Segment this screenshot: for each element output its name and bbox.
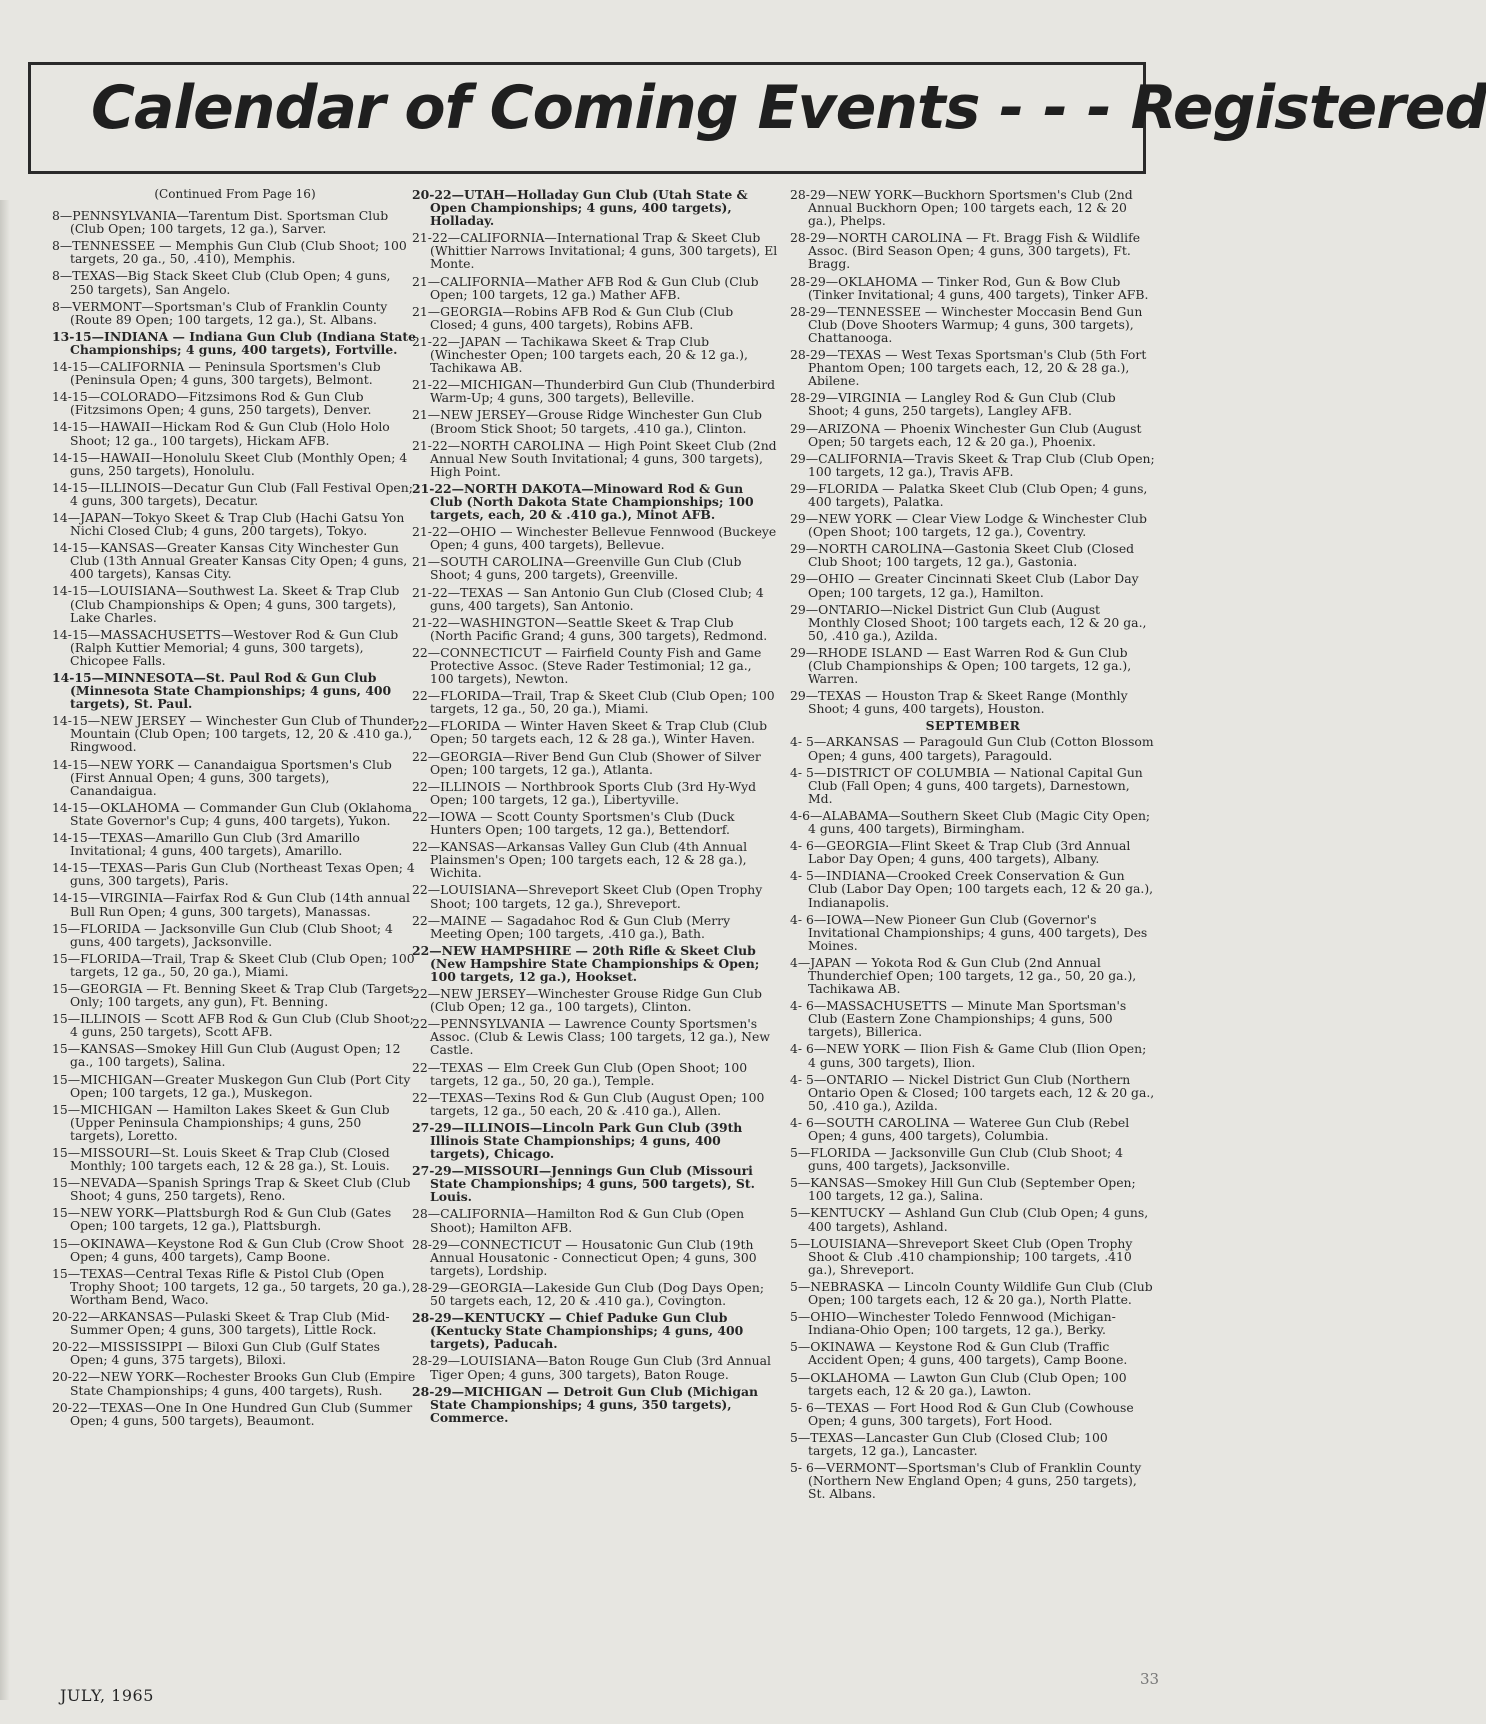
event-entry: 13-15—INDIANA — Indiana Gun Club (Indiana State Championships; 4 guns, 400 targets), Fortville. xyxy=(52,328,416,357)
event-entry: 22—ILLINOIS — Northbrook Sports Club (3rd Hy-Wyd Open; 100 targets, 12 ga.), Libertyville. xyxy=(412,778,757,807)
event-entry: 20-22—MISSISSIPPI — Biloxi Gun Club (Gulf States Open; 4 guns, 375 targets), Biloxi. xyxy=(52,1339,381,1368)
event-entry: 8—TEXAS—Big Stack Skeet Club (Club Open; 4 guns, 250 targets), San Angelo. xyxy=(52,268,391,297)
event-entry: 22—FLORIDA—Trail, Trap & Skeet Club (Club Open; 100 targets, 12 ga., 50, 20 ga.), Miami. xyxy=(412,688,775,717)
event-entry: 29—NORTH CAROLINA—Gastonia Skeet Club (Closed Club Shoot; 100 targets, 12 ga.), Gastonia. xyxy=(790,541,1135,570)
event-entry: 22—FLORIDA — Winter Haven Skeet & Trap Club (Club Open; 50 targets each, 12 & 28 ga.), Winter Haven. xyxy=(412,718,768,747)
event-entry: 21—GEORGIA—Robins AFB Rod & Gun Club (Club Closed; 4 guns, 400 targets), Robins AFB. xyxy=(412,303,734,332)
events-column-3 xyxy=(790,188,1156,1504)
event-entry: 4- 6—MASSACHUSETTS — Minute Man Sportsman's Club (Eastern Zone Championships; 4 guns, 500 targets), Billerica. xyxy=(790,998,1127,1040)
event-entry: 15—ILLINOIS — Scott AFB Rod & Gun Club (Club Shoot; 4 guns, 250 targets), Scott AFB. xyxy=(52,1011,414,1040)
page-binding-edge xyxy=(0,200,10,1700)
event-entry: 22—TEXAS — Elm Creek Gun Club (Open Shoot; 100 targets, 12 ga., 50, 20 ga.), Temple. xyxy=(412,1059,748,1088)
event-entry: 14-15—HAWAII—Hickam Rod & Gun Club (Holo Holo Shoot; 12 ga., 100 targets), Hickam AFB. xyxy=(52,419,390,448)
event-entry: 5—KENTUCKY — Ashland Gun Club (Club Open; 4 guns, 400 targets), Ashland. xyxy=(790,1205,1149,1234)
event-entry: 29—FLORIDA — Palatka Skeet Club (Club Open; 4 guns, 400 targets), Palatka. xyxy=(790,480,1148,509)
event-entry: 14-15—ILLINOIS—Decatur Gun Club (Fall Festival Open; 4 guns, 300 targets), Decatur. xyxy=(52,479,413,508)
event-entry: 29—ARIZONA — Phoenix Winchester Gun Club (August Open; 50 targets each, 12 & 20 ga.), Phoenix. xyxy=(790,420,1142,449)
event-entry: 14-15—MASSACHUSETTS—Westover Rod & Gun Club (Ralph Kuttier Memorial; 4 guns, 300 targets), Chicopee Falls. xyxy=(52,626,399,668)
event-entry: 14-15—VIRGINIA—Fairfax Rod & Gun Club (14th annual Bull Run Open; 4 guns, 300 targets), Manassas. xyxy=(52,890,410,919)
event-entry: 29—NEW YORK — Clear View Lodge & Winchester Club (Open Shoot; 100 targets, 12 ga.), Coventry. xyxy=(790,511,1147,540)
event-entry: 29—OHIO — Greater Cincinnati Skeet Club (Labor Day Open; 100 targets, 12 ga.), Hamilton. xyxy=(790,571,1139,600)
event-entry: 21-22—MICHIGAN—Thunderbird Gun Club (Thunderbird Warm-Up; 4 guns, 300 targets), Belleville. xyxy=(412,377,776,406)
event-entry: 14-15—NEW YORK — Canandaigua Sportsmen's Club (First Annual Open; 4 guns, 300 targets), Canandaigua. xyxy=(52,756,392,798)
event-entry: 22—NEW HAMPSHIRE — 20th Rifle & Skeet Club (New Hampshire State Championships & Open; 100 targets, 12 ga.), Hookset. xyxy=(412,942,760,984)
event-entry: 8—VERMONT—Sportsman's Club of Franklin County (Route 89 Open; 100 targets, 12 ga.), St. Albans. xyxy=(52,298,388,327)
issue-date: JULY, 1965 xyxy=(60,1686,154,1705)
event-entry: 22—NEW JERSEY—Winchester Grouse Ridge Gun Club (Club Open; 12 ga., 100 targets), Clinton. xyxy=(412,986,762,1015)
event-entry: 5—TEXAS—Lancaster Gun Club (Closed Club; 100 targets, 12 ga.), Lancaster. xyxy=(790,1429,1108,1458)
event-entry: 15—NEW YORK—Plattsburgh Rod & Gun Club (Gates Open; 100 targets, 12 ga.), Plattsburgh. xyxy=(52,1205,392,1234)
event-entry: 15—MICHIGAN — Hamilton Lakes Skeet & Gun Club (Upper Peninsula Championships; 4 guns, 250 targets), Loretto. xyxy=(52,1101,390,1143)
event-entry: 29—RHODE ISLAND — East Warren Rod & Gun Club (Club Championships & Open; 100 targets, 12 ga.), Warren. xyxy=(790,644,1132,687)
event-entry: 28-29—CONNECTICUT — Housatonic Gun Club (19th Annual Housatonic - Connecticut Open; 4 guns, 300 targets), Lordship. xyxy=(412,1236,757,1278)
event-entry: 5—KANSAS—Smokey Hill Gun Club (September Open; 100 targets, 12 ga.), Salina. xyxy=(790,1175,1136,1204)
event-entry: 5—FLORIDA — Jacksonville Gun Club (Club Shoot; 4 guns, 400 targets), Jacksonville. xyxy=(790,1145,1123,1174)
event-entry: 5—OKLAHOMA — Lawton Gun Club (Club Open; 100 targets each, 12 & 20 ga.), Lawton. xyxy=(790,1369,1127,1398)
event-entry: 21-22—WASHINGTON—Seattle Skeet & Trap Club (North Pacific Grand; 4 guns, 300 targets), Redmond. xyxy=(412,614,768,643)
event-entry: 22—LOUISIANA—Shreveport Skeet Club (Open Trophy Shoot; 100 targets, 12 ga.), Shreveport. xyxy=(412,882,763,911)
month-heading: SEPTEMBER xyxy=(925,718,1021,734)
event-entry: 22—TEXAS—Texins Rod & Gun Club (August Open; 100 targets, 12 ga., 50 each, 20 & .410 ga.), Allen. xyxy=(412,1089,765,1118)
event-entry: 15—KANSAS—Smokey Hill Gun Club (August Open; 12 ga., 100 targets), Salina. xyxy=(52,1041,401,1070)
event-entry: 14-15—TEXAS—Paris Gun Club (Northeast Texas Open; 4 guns, 300 targets), Paris. xyxy=(52,860,415,889)
event-entry: 29—TEXAS — Houston Trap & Skeet Range (Monthly Shoot; 4 guns, 400 targets), Houston. xyxy=(790,688,1128,717)
event-entry: 5- 6—TEXAS — Fort Hood Rod & Gun Club (Cowhouse Open; 4 guns, 300 targets), Fort Hood. xyxy=(790,1399,1134,1428)
event-entry: 28-29—KENTUCKY — Chief Paduke Gun Club (Kentucky State Championships; 4 guns, 400 targets), Paducah. xyxy=(412,1310,744,1352)
event-entry: 20-22—UTAH—Holladay Gun Club (Utah State & Open Championships; 4 guns, 400 targets), Holladay. xyxy=(412,187,748,229)
event-entry: 14-15—COLORADO—Fitzsimons Rod & Gun Club (Fitzsimons Open; 4 guns, 250 targets), Denver. xyxy=(52,389,372,418)
event-entry: 14-15—OKLAHOMA — Commander Gun Club (Oklahoma State Governor's Cup; 4 guns, 400 targets), Yukon. xyxy=(52,799,413,828)
event-entry: 4- 5—ARKANSAS — Paragould Gun Club (Cotton Blossom Open; 4 guns, 400 targets), Paragould. xyxy=(790,734,1154,763)
event-entry: 28-29—TEXAS — West Texas Sportsman's Club (5th Fort Phantom Open; 100 targets each, 12, 20 & 28 ga.), Abilene. xyxy=(790,347,1147,389)
event-entry: 15—MICHIGAN—Greater Muskegon Gun Club (Port City Open; 100 targets, 12 ga.), Muskegon. xyxy=(52,1071,411,1100)
event-entry: 14-15—LOUISIANA—Southwest La. Skeet & Trap Club (Club Championships & Open; 4 guns, 300 targets), Lake Charles. xyxy=(52,583,400,625)
continued-note: (Continued From Page 16) xyxy=(154,187,316,201)
page-number: 33 xyxy=(1140,1670,1160,1688)
event-entry: 21—NEW JERSEY—Grouse Ridge Winchester Gun Club (Broom Stick Shoot; 50 targets, .410 ga.), Clinton. xyxy=(412,407,762,436)
event-entry: 27-29—MISSOURI—Jennings Gun Club (Missouri State Championships; 4 guns, 500 targets), St. Louis. xyxy=(412,1163,755,1205)
event-entry: 5—LOUISIANA—Shreveport Skeet Club (Open Trophy Shoot & Club .410 championship; 100 targets, .410 ga.), Shreveport. xyxy=(790,1235,1133,1277)
event-entry: 14—JAPAN—Tokyo Skeet & Trap Club (Hachi Gatsu Yon Nichi Closed Club; 4 guns, 200 targets), Tokyo. xyxy=(52,509,405,539)
event-entry: 15—TEXAS—Central Texas Rifle & Pistol Club (Open Trophy Shoot; 100 targets, 12 ga., 50 targets, 20 ga.), Wortham Bend, Waco. xyxy=(52,1265,411,1307)
event-entry: 22—GEORGIA—River Bend Gun Club (Shower of Silver Open; 100 targets, 12 ga.), Atlanta. xyxy=(412,748,761,777)
event-entry: 22—IOWA — Scott County Sportsmen's Club (Duck Hunters Open; 100 targets, 12 ga.), Bettendorf. xyxy=(412,808,735,838)
event-entry: 28-29—LOUISIANA—Baton Rouge Gun Club (3rd Annual Tiger Open; 4 guns, 300 targets), Baton Rouge. xyxy=(412,1353,772,1382)
event-entry: 15—GEORGIA — Ft. Benning Skeet & Trap Club (Targets Only; 100 targets, any gun), Ft. Benning. xyxy=(52,980,414,1010)
event-entry: 14-15—CALIFORNIA — Peninsula Sportsmen's Club (Peninsula Open; 4 guns, 300 targets), Belmont. xyxy=(52,359,381,388)
event-entry: 21-22—JAPAN — Tachikawa Skeet & Trap Club (Winchester Open; 100 targets each, 20 & 12 ga.), Tachikawa AB. xyxy=(412,333,748,376)
event-entry: 28-29—GEORGIA—Lakeside Gun Club (Dog Days Open; 50 targets each, 12, 20 & .410 ga.), Covington. xyxy=(412,1279,765,1309)
event-entry: 20-22—NEW YORK—Rochester Brooks Gun Club (Empire State Championships; 4 guns, 400 targets), Rush. xyxy=(52,1369,416,1398)
event-entry: 21-22—TEXAS — San Antonio Gun Club (Closed Club; 4 guns, 400 targets), San Antonio. xyxy=(412,584,764,613)
event-entry: 28—CALIFORNIA—Hamilton Rod & Gun Club (Open Shoot); Hamilton AFB. xyxy=(412,1206,745,1235)
event-entry: 4- 6—IOWA—New Pioneer Gun Club (Governor's Invitational Championships; 4 guns, 400 targets), Des Moines. xyxy=(790,911,1148,953)
event-entry: 28-29—NORTH CAROLINA — Ft. Bragg Fish & Wildlife Assoc. (Bird Season Open; 4 guns, 300 targets), Ft. Bragg. xyxy=(790,230,1141,272)
event-entry: 8—PENNSYLVANIA—Tarentum Dist. Sportsman Club (Club Open; 100 targets, 12 ga.), Sarver. xyxy=(52,208,389,237)
event-entry: 4- 6—NEW YORK — Ilion Fish & Game Club (Ilion Open; 4 guns, 300 targets), Ilion. xyxy=(790,1041,1147,1070)
event-entry: 29—ONTARIO—Nickel District Gun Club (August Monthly Closed Shoot; 100 targets each, 12 & 20 ga., 50, .410 ga.), Azilda. xyxy=(790,601,1147,643)
event-entry: 27-29—ILLINOIS—Lincoln Park Gun Club (39th Illinois State Championships; 4 guns, 400 targets), Chicago. xyxy=(412,1119,743,1162)
event-entry: 14-15—TEXAS—Amarillo Gun Club (3rd Amarillo Invitational; 4 guns, 400 targets), Amarillo. xyxy=(52,830,360,859)
event-entry: 4- 5—INDIANA—Crooked Creek Conservation & Gun Club (Labor Day Open; 100 targets each, 12 & 20 ga.), Indianapolis. xyxy=(790,868,1154,910)
event-entry: 14-15—HAWAII—Honolulu Skeet Club (Monthly Open; 4 guns, 250 targets), Honolulu. xyxy=(52,449,408,478)
title-box xyxy=(28,62,1486,174)
event-entry: 29—CALIFORNIA—Travis Skeet & Trap Club (Club Open; 100 targets, 12 ga.), Travis AFB. xyxy=(790,450,1155,479)
event-entry: 21-22—NORTH DAKOTA—Minoward Rod & Gun Club (North Dakota State Championships; 100 targets, each, 20 & .410 ga.), Minot AFB. xyxy=(412,480,754,523)
event-entry: 5- 6—VERMONT—Sportsman's Club of Franklin County (Northern New England Open; 4 guns, 250 targets), St. Albans. xyxy=(790,1460,1142,1502)
events-column-1 xyxy=(52,188,418,1431)
event-entry: 4- 6—SOUTH CAROLINA — Wateree Gun Club (Rebel Open; 4 guns, 400 targets), Columbia. xyxy=(790,1114,1130,1143)
event-entry: 28-29—OKLAHOMA — Tinker Rod, Gun & Bow Club (Tinker Invitational; 4 guns, 400 targets), Tinker AFB. xyxy=(790,273,1149,302)
event-entry: 4-6—ALABAMA—Southern Skeet Club (Magic City Open; 4 guns, 400 targets), Birmingham. xyxy=(790,807,1151,837)
event-entry: 28-29—VIRGINIA — Langley Rod & Gun Club (Club Shoot; 4 guns, 250 targets), Langley AFB. xyxy=(790,390,1116,419)
event-entry: 28-29—NEW YORK—Buckhorn Sportsmen's Club (2nd Annual Buckhorn Open; 100 targets each, 12 & 20 ga.), Phelps. xyxy=(790,187,1133,229)
event-entry: 14-15—MINNESOTA—St. Paul Rod & Gun Club (Minnesota State Championships; 4 guns, 400 targets), St. Paul. xyxy=(52,670,392,712)
event-entry: 4- 5—DISTRICT OF COLUMBIA — National Capital Gun Club (Fall Open; 4 guns, 400 targets), Darnestown, Md. xyxy=(790,764,1143,806)
event-entry: 4- 5—ONTARIO — Nickel District Gun Club (Northern Ontario Open & Closed; 100 targets each, 12 & 20 ga., 50, .410 ga.), Azilda. xyxy=(790,1071,1155,1113)
event-entry: 5—OHIO—Winchester Toledo Fennwood (Michigan-Indiana-Ohio Open; 100 targets, 12 ga.), Berky. xyxy=(790,1309,1116,1338)
event-entry: 22—CONNECTICUT — Fairfield County Fish and Game Protective Assoc. (Steve Rader Testimonial; 12 ga., 100 targets), Newton. xyxy=(412,644,762,687)
event-entry: 4- 6—GEORGIA—Flint Skeet & Trap Club (3rd Annual Labor Day Open; 4 guns, 400 targets), Albany. xyxy=(790,838,1131,867)
event-entry: 22—KANSAS—Arkansas Valley Gun Club (4th Annual Plainsmen's Open; 100 targets each, 12 & 28 ga.), Wichita. xyxy=(412,839,748,881)
event-entry: 14-15—KANSAS—Greater Kansas City Winchester Gun Club (13th Annual Greater Kansas City Open; 4 guns, 400 targets), Kansas City. xyxy=(52,540,408,582)
event-entry: 20-22—TEXAS—One In One Hundred Gun Club (Summer Open; 4 guns, 500 targets), Beaumont. xyxy=(52,1399,413,1428)
event-entry: 15—OKINAWA—Keystone Rod & Gun Club (Crow Shoot Open; 4 guns, 400 targets), Camp Boone. xyxy=(52,1235,404,1264)
event-entry: 21—CALIFORNIA—Mather AFB Rod & Gun Club (Club Open; 100 targets, 12 ga.) Mather AFB. xyxy=(412,273,759,302)
event-entry: 28-29—TENNESSEE — Winchester Moccasin Bend Gun Club (Dove Shooters Warmup; 4 guns, 300 targets), Chattanooga. xyxy=(790,303,1143,345)
event-entry: 15—FLORIDA — Jacksonville Gun Club (Club Shoot; 4 guns, 400 targets), Jacksonville. xyxy=(52,920,393,949)
event-entry: 21-22—NORTH CAROLINA — High Point Skeet Club (2nd Annual New South Invitational; 4 guns, 300 targets), High Point. xyxy=(412,437,777,479)
event-entry: 22—MAINE — Sagadahoc Rod & Gun Club (Merry Meeting Open; 100 targets, .410 ga.), Bath. xyxy=(412,912,731,941)
event-entry: 21-22—CALIFORNIA—International Trap & Skeet Club (Whittier Narrows Invitational; 4 guns, 300 targets), El Monte. xyxy=(412,230,778,272)
event-entry: 22—PENNSYLVANIA — Lawrence County Sportsmen's Assoc. (Club & Lewis Class; 100 targets, 12 ga.), New Castle. xyxy=(412,1016,770,1058)
event-entry: 5—NEBRASKA — Lincoln County Wildlife Gun Club (Club Open; 100 targets each, 12 & 20 ga.), North Platte. xyxy=(790,1278,1153,1308)
event-entry: 21—SOUTH CAROLINA—Greenville Gun Club (Club Shoot; 4 guns, 200 targets), Greenville. xyxy=(412,554,742,583)
events-column-2 xyxy=(412,188,778,1428)
event-entry: 8—TENNESSEE — Memphis Gun Club (Club Shoot; 100 targets, 20 ga., 50, .410), Memphis. xyxy=(52,238,407,267)
event-entry: 14-15—NEW JERSEY — Winchester Gun Club of Thunder Mountain (Club Open; 100 targets, 12, 20 & .410 ga.), Ringwood. xyxy=(52,713,414,755)
event-entry: 20-22—ARKANSAS—Pulaski Skeet & Trap Club (Mid-Summer Open; 4 guns, 300 targets), Little Rock. xyxy=(52,1309,390,1338)
event-entry: 15—FLORIDA—Trail, Trap & Skeet Club (Club Open; 100 targets, 12 ga., 50, 20 ga.), Miami. xyxy=(52,950,415,979)
event-entry: 4—JAPAN — Yokota Rod & Gun Club (2nd Annual Thunderchief Open; 100 targets, 12 ga., 50, 20 ga.), Tachikawa AB. xyxy=(790,954,1137,997)
event-entry: 28-29—MICHIGAN — Detroit Gun Club (Michigan State Championships; 4 guns, 350 targets), Commerce. xyxy=(412,1383,759,1425)
event-entry: 5—OKINAWA — Keystone Rod & Gun Club (Traffic Accident Open; 4 guns, 400 targets), Camp Boone. xyxy=(790,1339,1128,1368)
page-title: Calendar of Coming Events - - - Registered xyxy=(91,73,1486,143)
event-entry: 21-22—OHIO — Winchester Bellevue Fennwood (Buckeye Open; 4 guns, 400 targets), Bellevue. xyxy=(412,524,777,553)
event-entry: 15—NEVADA—Spanish Springs Trap & Skeet Club (Club Shoot; 4 guns, 250 targets), Reno. xyxy=(52,1175,411,1204)
event-entry: 15—MISSOURI—St. Louis Skeet & Trap Club (Closed Monthly; 100 targets each, 12 & 28 ga.), St. Louis. xyxy=(52,1145,390,1174)
